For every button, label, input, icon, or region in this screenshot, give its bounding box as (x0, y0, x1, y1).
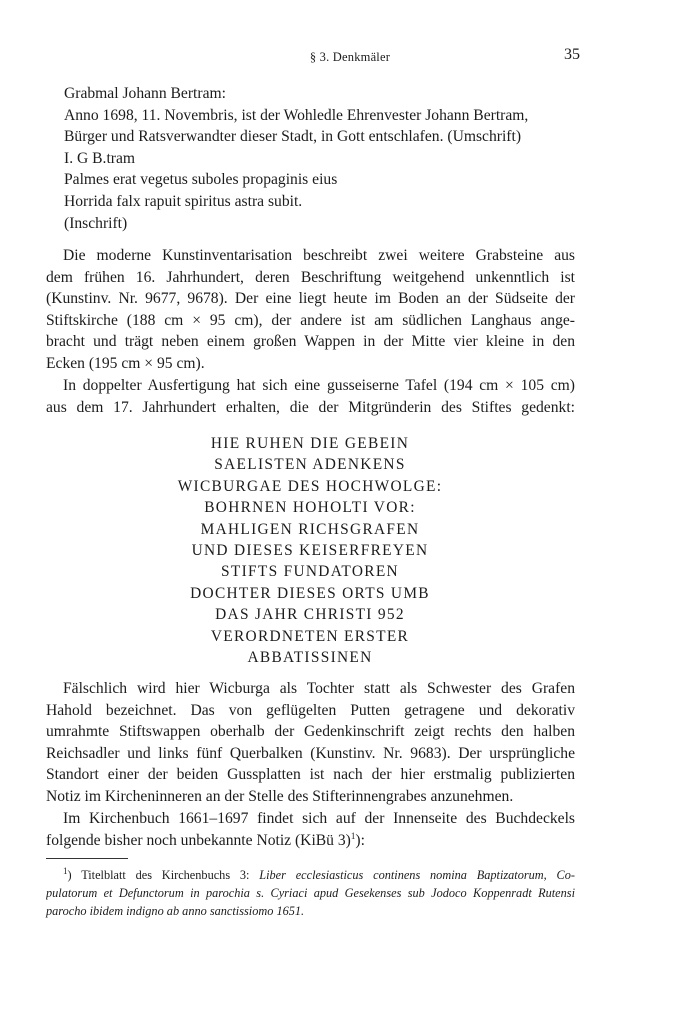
text-line: umrahmte Stiftswappen oberhalb der Gedenkinschrift zeigt rechts den halben (46, 723, 575, 741)
quote-line: Grabmal Johann Bertram: (64, 85, 226, 102)
paragraph-iron-tablet (46, 375, 575, 418)
tablet-inscription (0, 433, 620, 668)
inscription-line: MAHLIGEN RICHSGRAFEN (200, 520, 420, 538)
text-line: Standort einer der beiden Gussplatten ist nach der hier erstmalig publizierten (46, 766, 575, 784)
text-line: Die moderne Kunstinventarisation beschreibt zwei weitere Grabsteine aus (63, 247, 575, 264)
inscription-line: DAS JAHR CHRISTI 952 (215, 606, 405, 624)
text-line: Hahold bezeichnet. Das von geflügelten Putten getragene und dekorativ (46, 701, 575, 719)
footnote-line (46, 884, 575, 902)
inscription-line: DOCHTER DIESES ORTS UMB (190, 584, 430, 602)
inscription-line: HIE RUHEN DIE GEBEIN (210, 435, 410, 452)
footnote-marker: 1 (63, 866, 68, 876)
text-line: (Kunstinv. Nr. 9677, 9678). Der eine liegt heute im Boden an der Südseite der (46, 290, 575, 308)
quote-line: Anno 1698, 11. Novembris, ist der Wohledle Ehrenvester Johann Bertram, (64, 106, 529, 124)
text-line: dem frühen 16. Jahrhundert, deren Beschriftung weitgehend unkenntlich ist (46, 268, 575, 286)
paragraph-wicburga (46, 678, 575, 808)
inscription-line: BOHRNEN HOHOLTI VOR: (204, 499, 416, 517)
footnote-lead: Titelblatt des Kirchenbuchs 3: (81, 868, 260, 882)
text-line: In doppelter Ausfertigung hat sich eine gusseiserne Tafel (194 cm × 105 cm) (63, 377, 575, 394)
footnote-title-italic: parocho ibidem indigno ab anno sanctissiomo 1651. (46, 904, 305, 919)
text-line: bracht und trägt neben einem großen Wappen in der Mitte vier kleine in den (46, 333, 575, 351)
quote-line: I. G B.tram (64, 149, 136, 167)
text-line: Fälschlich wird hier Wicburga als Tochter statt als Schwester des Grafen (63, 680, 575, 697)
inscription-line: VERORDNETEN ERSTER (210, 627, 410, 645)
quote-line: (Inschrift) (64, 214, 128, 232)
text-line: Im Kirchenbuch 1661–1697 findet sich auf der Innenseite des Buchdeckels (63, 810, 575, 827)
footnote-line (46, 902, 575, 920)
text-line: Reichsadler und links fünf Querbalken (Kunstinv. Nr. 9683). Der ursprüngliche (46, 744, 575, 762)
footnote-line (46, 866, 575, 884)
footnote (46, 866, 575, 921)
text-fragment: folgende bisher noch unbekannte Notiz (KiBü 3) (46, 831, 351, 849)
footnote-title-italic: Liber ecclesiasticus continens nomina Baptizatorum, Co- (259, 868, 575, 882)
grave-quote-block (64, 83, 528, 234)
text-line: aus dem 17. Jahrhundert erhalten, die der Mitgründerin des Stiftes gedenkt: (46, 398, 575, 416)
inscription-line: SAELISTEN ADENKENS (214, 456, 406, 474)
text-line: Notiz im Kircheninneren an der Stelle des Stifterinnengrabes anzunehmen. (46, 787, 514, 805)
text-line: Stiftskirche (188 cm × 95 cm), der andere ist am südlichen Langhaus ange- (46, 311, 575, 329)
inscription-line: ABBATISSINEN (247, 649, 373, 667)
running-head: § 3. Denkmäler (309, 50, 391, 64)
inscription-line: STIFTS FUNDATOREN (221, 563, 399, 581)
footnote-rule (46, 858, 128, 859)
inscription-line: WICBURGAE DES HOCHWOLGE: (177, 477, 443, 495)
quote-line: Horrida falx rapuit spiritus astra subit. (64, 192, 303, 210)
page-number: 35 (564, 46, 580, 63)
quote-line: Bürger und Ratsverwandter dieser Stadt, in Gott entschlafen. (Umschrift) (64, 128, 522, 146)
text-line: Ecken (195 cm × 95 cm). (46, 354, 205, 372)
quote-line: Palmes erat vegetus suboles propaginis eius (64, 171, 338, 189)
text-fragment: ): (355, 831, 365, 849)
paragraph-gravestones (46, 245, 575, 375)
footnote-marker-paren: ) (67, 868, 72, 882)
footnote-reference[interactable]: 1 (350, 830, 356, 841)
text-line (46, 830, 575, 852)
inscription-line: UND DIESES KEISERFREYEN (191, 542, 429, 560)
footnote-title-italic: pulatorum et Defunctorum in parochia s. Cyriaci apud Gesekenses sub Jodoco Koppenradt Rutensi (46, 886, 575, 901)
paragraph-church-book (46, 808, 575, 851)
